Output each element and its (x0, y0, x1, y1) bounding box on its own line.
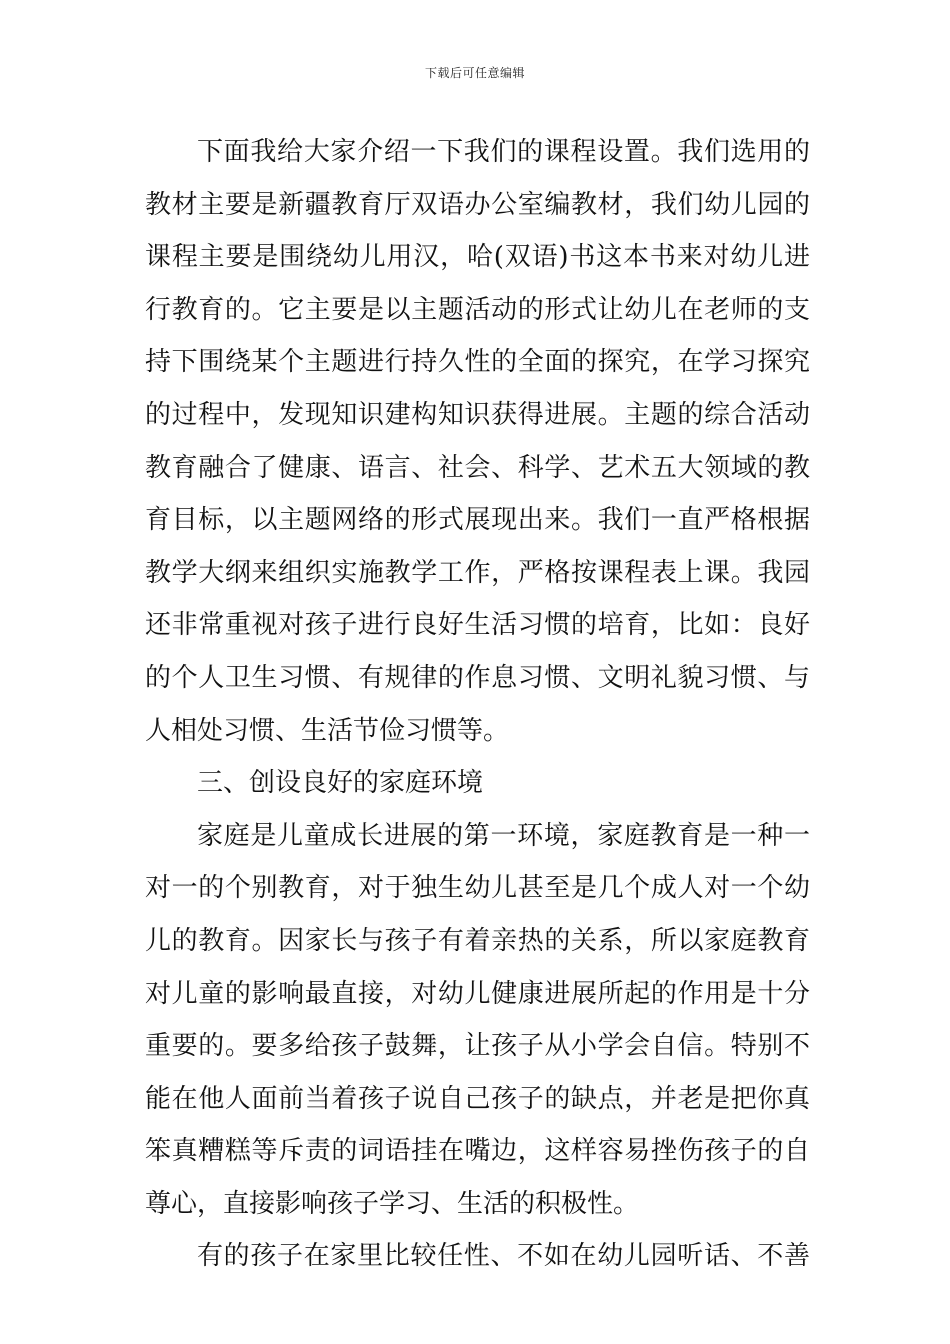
text-line: 的个人卫生习惯、有规律的作息习惯、文明礼貌习惯、与 (145, 662, 810, 693)
text-line: 下面我给大家介绍一下我们的课程设置。我们选用的 (197, 137, 810, 167)
text-line: 的过程中，发现知识建构知识获得进展。主题的综合活动 (145, 399, 810, 430)
text-line: 课程主要是围绕幼儿用汉，哈(双语)书这本书来对幼儿进 (145, 242, 810, 273)
page-header: 下载后可任意编辑 (424, 66, 525, 80)
text-line: 能在他人面前当着孩子说自己孩子的缺点，并老是把你真 (145, 1083, 810, 1114)
text-line: 对一的个别教育，对于独生幼儿甚至是几个成人对一个幼 (145, 873, 810, 904)
text-line: 笨真糟糕等斥责的词语挂在嘴边，这样容易挫伤孩子的自 (145, 1136, 810, 1167)
text-line: 三、创设良好的家庭环境 (197, 768, 484, 799)
text-line: 人相处习惯、生活节俭习惯等。 (145, 715, 510, 746)
body-text (145, 126, 810, 1283)
text-line: 行教育的。它主要是以主题活动的形式让幼儿在老师的支 (145, 294, 810, 325)
text-line: 对儿童的影响最直接，对幼儿健康进展所起的作用是十分 (145, 978, 810, 1009)
text-line: 家庭是儿童成长进展的第一环境，家庭教育是一种一 (197, 820, 810, 851)
text-line: 教学大纲来组织实施教学工作，严格按课程表上课。我园 (145, 557, 810, 588)
text-line: 还非常重视对孩子进行良好生活习惯的培育，比如：良好 (145, 610, 810, 641)
text-line: 育目标，以主题网络的形式展现出来。我们一直严格根据 (145, 505, 810, 536)
text-line: 持下围绕某个主题进行持久性的全面的探究，在学习探究 (145, 347, 810, 378)
text-line: 儿的教育。因家长与孩子有着亲热的关系，所以家庭教育 (145, 925, 810, 956)
text-line: 重要的。要多给孩子鼓舞，让孩子从小学会自信。特别不 (145, 1031, 810, 1062)
text-line: 教育融合了健康、语言、社会、科学、艺术五大领域的教 (145, 452, 810, 483)
text-line: 教材主要是新疆教育厅双语办公室编教材，我们幼儿园的 (145, 189, 810, 220)
text-line: 有的孩子在家里比较任性、不如在幼儿园听话、不善 (197, 1241, 810, 1272)
text-line: 尊心，直接影响孩子学习、生活的积极性。 (145, 1188, 640, 1219)
